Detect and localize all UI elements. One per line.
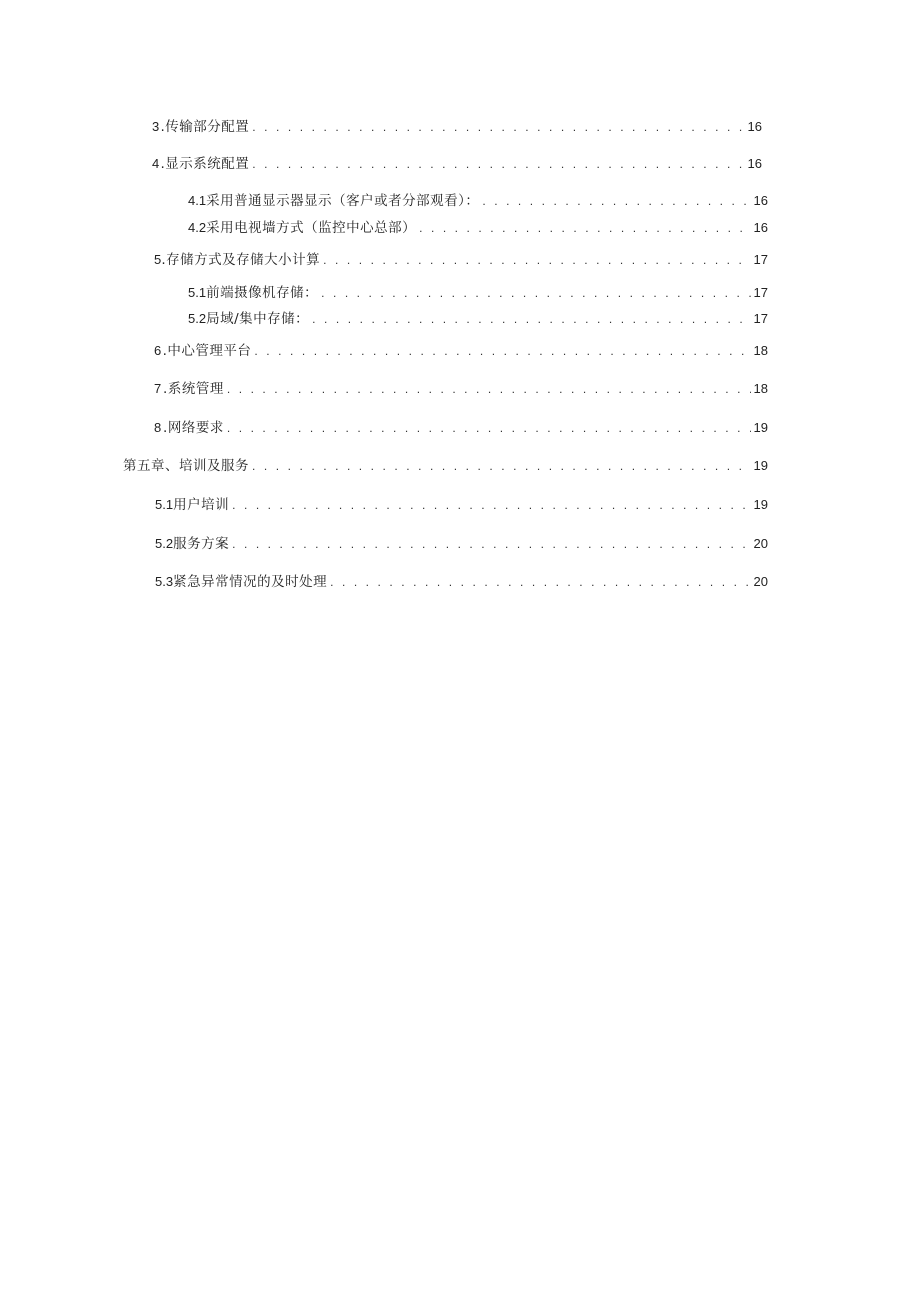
toc-entry-number: 4.1: [188, 193, 207, 208]
toc-entry-4[interactable]: [152, 154, 762, 174]
toc-entry-page: 16: [747, 156, 762, 171]
toc-entry-page: 20: [753, 536, 768, 551]
toc-entry-title: 服务方案: [173, 536, 230, 552]
toc-entry-number: 4.2: [188, 220, 207, 235]
toc-entry-ch5-5-3[interactable]: [155, 572, 768, 592]
toc-entry-3[interactable]: [152, 117, 762, 137]
toc-entry-number: 5.3: [155, 574, 174, 589]
toc-entry-page: 19: [753, 420, 768, 435]
toc-leader-dots: [227, 379, 751, 399]
toc-entry-title: .中心管理平台: [162, 343, 252, 359]
toc-entry-5-2[interactable]: [188, 309, 768, 329]
toc-leader-dots: [252, 117, 744, 137]
toc-leader-dots: [330, 572, 750, 592]
toc-entry-page: 18: [753, 381, 768, 396]
toc-entry-number: 5: [154, 252, 162, 267]
toc-entry-page: 17: [753, 252, 768, 267]
toc-entry-title: 局域/集中存储：: [206, 311, 310, 327]
toc-entry-page: 18: [753, 343, 768, 358]
toc-entry-page: 19: [753, 458, 768, 473]
toc-entry-page: 20: [753, 574, 768, 589]
toc-entry-8[interactable]: [154, 418, 768, 438]
toc-leader-dots: [419, 218, 750, 238]
toc-entry-number: 4: [152, 156, 160, 171]
toc-entry-7[interactable]: [154, 379, 768, 399]
toc-entry-title: 采用普通显示器显示（客户或者分部观看）：: [206, 193, 480, 209]
toc-entry-title: 用户培训: [173, 497, 230, 513]
toc-entry-5-1[interactable]: [188, 283, 768, 303]
toc-entry-number: 8: [154, 420, 162, 435]
toc-leader-dots: [254, 341, 750, 361]
toc-leader-dots: [323, 250, 750, 270]
toc-leader-dots: [252, 154, 744, 174]
toc-entry-number: 3: [152, 119, 160, 134]
toc-entry-title: 前端摄像机存储：: [206, 285, 319, 301]
toc-entry-ch5-5-2[interactable]: [155, 534, 768, 554]
toc-entry-page: 16: [747, 119, 762, 134]
toc-entry-chapter-5[interactable]: [123, 456, 768, 476]
toc-entry-title: 采用电视墙方式（监控中心总部）: [206, 220, 417, 236]
toc-entry-5[interactable]: [154, 250, 768, 270]
toc-entry-title: .网络要求: [163, 420, 224, 436]
toc-entry-title: 第五章、培训及服务: [123, 458, 249, 474]
toc-entry-4-1[interactable]: [188, 191, 768, 211]
toc-leader-dots: [252, 456, 751, 476]
toc-entry-page: 17: [753, 285, 768, 300]
toc-entry-page: 16: [753, 220, 768, 235]
toc-entry-title: .存储方式及存储大小计算: [161, 252, 321, 268]
toc-entry-title: 紧急异常情况的及时处理: [173, 574, 328, 590]
toc-entry-4-2[interactable]: [188, 218, 768, 238]
toc-entry-page: 17: [753, 311, 768, 326]
toc-leader-dots: [227, 418, 751, 438]
toc-leader-dots: [321, 283, 750, 303]
toc-entry-page: 16: [753, 193, 768, 208]
toc-leader-dots: [232, 495, 750, 515]
toc-entry-page: 19: [753, 497, 768, 512]
toc-entry-number: 5.2: [155, 536, 174, 551]
toc-entry-title: .显示系统配置: [160, 156, 250, 172]
toc-entry-title: .传输部分配置: [160, 119, 250, 135]
toc-entry-title: .系统管理: [163, 381, 224, 397]
toc-leader-dots: [482, 191, 750, 211]
toc-entry-ch5-5-1[interactable]: [155, 495, 768, 515]
toc-leader-dots: [232, 534, 750, 554]
toc-entry-number: 5.1: [155, 497, 174, 512]
toc-entry-number: 5.1: [188, 285, 207, 300]
toc-entry-number: 7: [154, 381, 162, 396]
toc-entry-number: 6: [154, 343, 162, 358]
toc-leader-dots: [312, 309, 750, 329]
toc-entry-6[interactable]: [154, 341, 768, 361]
toc-entry-number: 5.2: [188, 311, 207, 326]
